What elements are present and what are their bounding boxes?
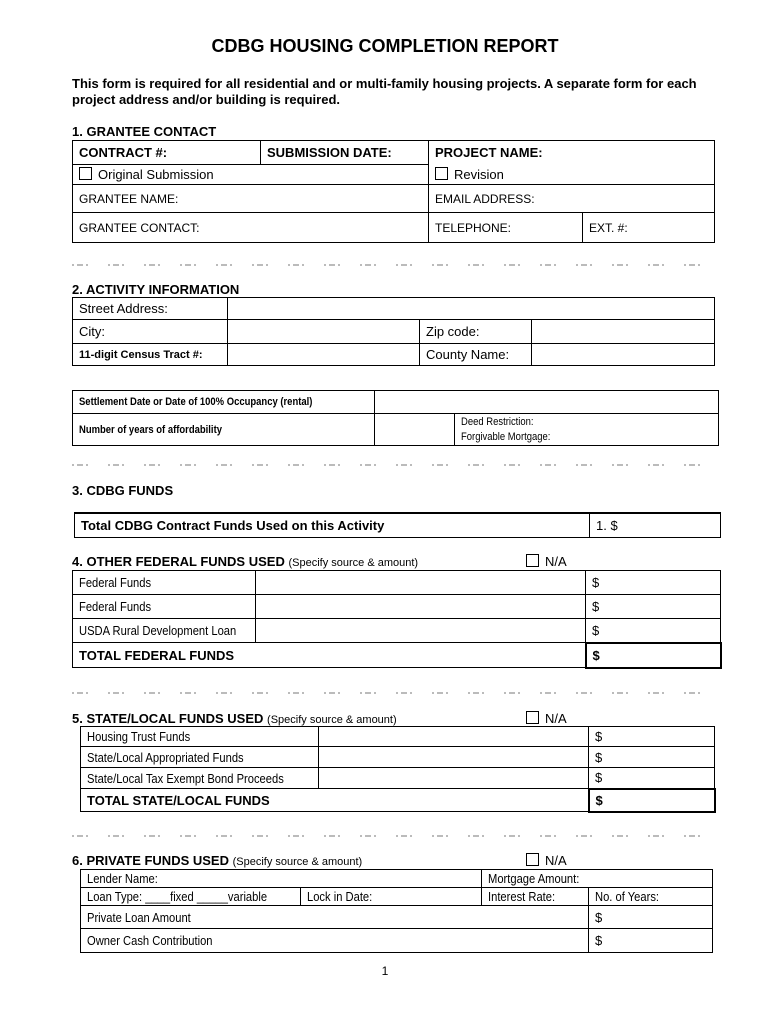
federal-funds-amount-input[interactable]: $: [586, 571, 721, 595]
bond-proceeds-source-input[interactable]: [319, 768, 589, 789]
total-federal-label: TOTAL FEDERAL FUNDS: [73, 643, 586, 668]
bond-proceeds-label: State/Local Tax Exempt Bond Proceeds: [81, 768, 319, 789]
years-affordability-input[interactable]: [375, 414, 455, 446]
private-loan-amount-input[interactable]: $: [589, 906, 713, 929]
settlement-date-label: Settlement Date or Date of 100% Occupancy (rental): [73, 391, 375, 414]
private-na-checkbox[interactable]: [526, 853, 539, 866]
page-number: 1: [381, 964, 389, 978]
cdbg-funds-table: [74, 512, 721, 538]
total-state-local-input[interactable]: $: [589, 789, 715, 812]
activity-info-table: [72, 297, 715, 366]
years-field[interactable]: No. of Years:: [589, 888, 713, 906]
original-submission-option[interactable]: Original Submission: [73, 165, 429, 185]
county-input[interactable]: [532, 344, 715, 366]
interest-rate-field[interactable]: Interest Rate:: [482, 888, 589, 906]
settlement-table: [72, 390, 719, 446]
ext-field[interactable]: EXT. #:: [583, 213, 715, 243]
state-na-option[interactable]: N/A: [526, 711, 567, 726]
grantee-contact-field[interactable]: GRANTEE CONTACT:: [73, 213, 429, 243]
county-label: County Name:: [420, 344, 532, 366]
state-local-funds-table: [80, 726, 716, 813]
total-state-local-label: TOTAL STATE/LOCAL FUNDS: [81, 789, 589, 812]
separator: [72, 690, 702, 696]
grantee-contact-table: [72, 140, 715, 243]
private-loan-label: Private Loan Amount: [81, 906, 589, 929]
housing-trust-amount-input[interactable]: $: [589, 727, 715, 747]
city-input[interactable]: [228, 320, 420, 344]
bond-proceeds-amount-input[interactable]: $: [589, 768, 715, 789]
loan-type-field[interactable]: Loan Type: ____fixed _____variable: [81, 888, 301, 906]
section-6-heading: 6. PRIVATE FUNDS USED (Specify source & amount): [72, 853, 363, 868]
state-na-checkbox[interactable]: [526, 711, 539, 724]
private-na-option[interactable]: N/A: [526, 853, 567, 868]
federal-funds-source-input[interactable]: [256, 595, 586, 619]
street-address-label: Street Address:: [73, 298, 228, 320]
census-tract-label: 11-digit Census Tract #:: [73, 344, 228, 366]
cdbg-total-label: Total CDBG Contract Funds Used on this Activity: [75, 513, 590, 537]
usda-loan-label: USDA Rural Development Loan: [73, 619, 256, 643]
telephone-field[interactable]: TELEPHONE:: [429, 213, 583, 243]
appropriated-funds-source-input[interactable]: [319, 747, 589, 768]
lock-in-date-field[interactable]: Lock in Date:: [301, 888, 482, 906]
federal-funds-table: [72, 570, 722, 669]
project-name-field[interactable]: PROJECT NAME:: [429, 141, 715, 165]
federal-funds-amount-input[interactable]: $: [586, 595, 721, 619]
owner-cash-label: Owner Cash Contribution: [81, 929, 589, 953]
appropriated-funds-amount-input[interactable]: $: [589, 747, 715, 768]
submission-date-field[interactable]: SUBMISSION DATE:: [261, 141, 429, 165]
email-field[interactable]: EMAIL ADDRESS:: [429, 185, 715, 213]
city-label: City:: [73, 320, 228, 344]
years-affordability-label: Number of years of affordability: [73, 414, 375, 446]
mortgage-amount-field[interactable]: Mortgage Amount:: [482, 870, 713, 888]
revision-checkbox[interactable]: [435, 167, 448, 180]
housing-trust-source-input[interactable]: [319, 727, 589, 747]
section-3-heading: 3. CDBG FUNDS: [72, 483, 174, 498]
appropriated-funds-label: State/Local Appropriated Funds: [81, 747, 319, 768]
total-federal-input[interactable]: $: [586, 643, 721, 668]
federal-na-checkbox[interactable]: [526, 554, 539, 567]
cdbg-total-input[interactable]: 1. $: [590, 513, 721, 537]
owner-cash-amount-input[interactable]: $: [589, 929, 713, 953]
housing-trust-label: Housing Trust Funds: [81, 727, 319, 747]
contract-field[interactable]: CONTRACT #:: [73, 141, 261, 165]
private-funds-table: [80, 869, 713, 953]
section-4-heading: 4. OTHER FEDERAL FUNDS USED (Specify source & amount): [72, 554, 419, 569]
deed-forgivable-field[interactable]: Deed Restriction: Forgivable Mortgage:: [455, 414, 719, 446]
federal-na-option[interactable]: N/A: [526, 554, 567, 569]
settlement-date-input[interactable]: [375, 391, 719, 414]
zip-input[interactable]: [532, 320, 715, 344]
federal-funds-label: Federal Funds: [73, 595, 256, 619]
separator: [72, 262, 702, 268]
section-2-heading: 2. ACTIVITY INFORMATION: [72, 282, 240, 297]
page-title: CDBG HOUSING COMPLETION REPORT: [211, 36, 559, 56]
section-5-heading: 5. STATE/LOCAL FUNDS USED (Specify source & amount): [72, 711, 397, 726]
section-1-heading: 1. GRANTEE CONTACT: [72, 124, 217, 139]
usda-loan-source-input[interactable]: [256, 619, 586, 643]
street-address-input[interactable]: [228, 298, 715, 320]
federal-funds-source-input[interactable]: [256, 571, 586, 595]
census-tract-input[interactable]: [228, 344, 420, 366]
original-submission-checkbox[interactable]: [79, 167, 92, 180]
usda-loan-amount-input[interactable]: $: [586, 619, 721, 643]
separator: [72, 462, 702, 468]
separator: [72, 833, 702, 839]
federal-funds-label: Federal Funds: [73, 571, 256, 595]
grantee-name-field[interactable]: GRANTEE NAME:: [73, 185, 429, 213]
revision-option[interactable]: Revision: [429, 165, 715, 185]
zip-label: Zip code:: [420, 320, 532, 344]
lender-name-field[interactable]: Lender Name:: [81, 870, 482, 888]
intro-text: This form is required for all residential and or multi-family housing projects. A separate form for each project address and/or building is required.: [72, 76, 697, 107]
